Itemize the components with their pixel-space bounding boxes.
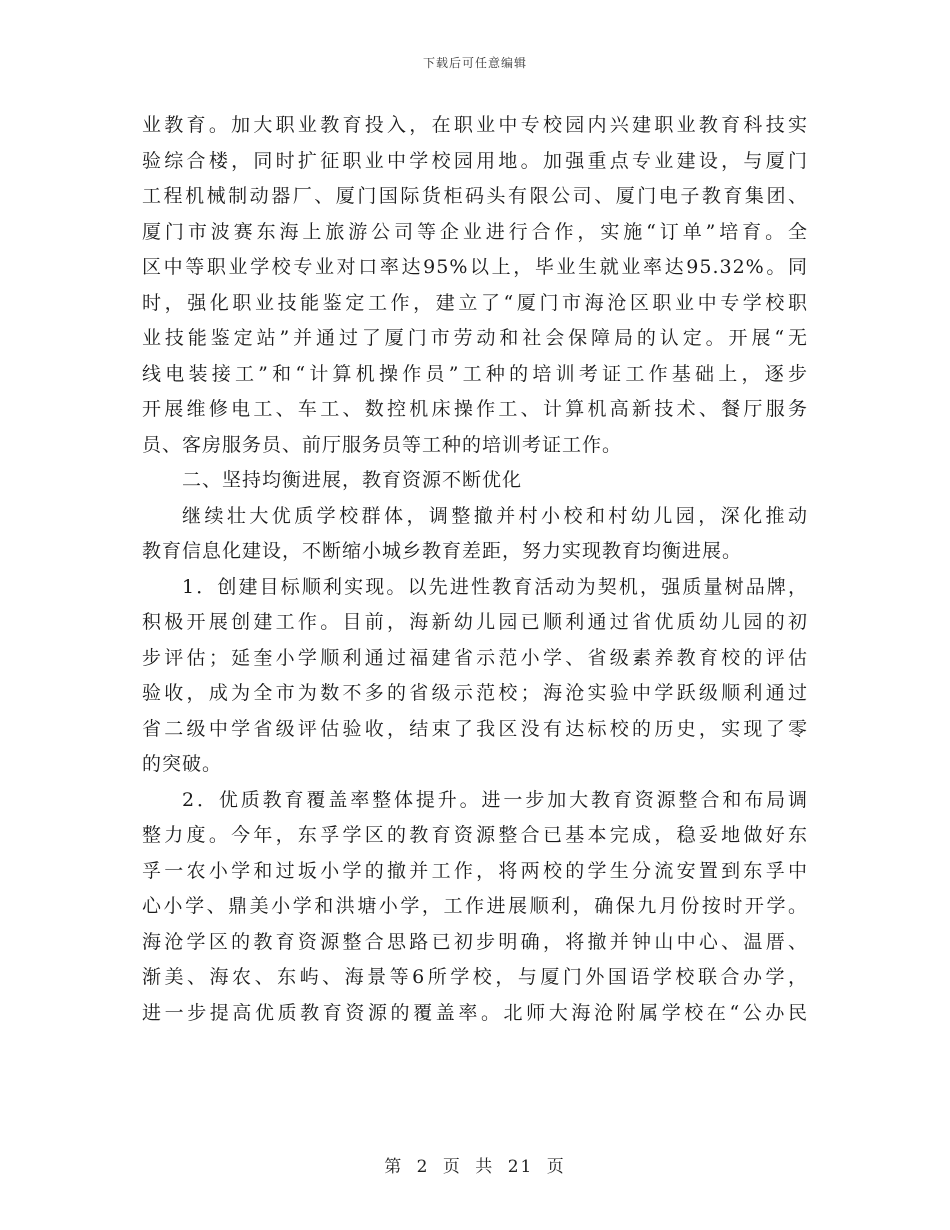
page-footer: 第 2 页 共 21 页 — [384, 1157, 566, 1177]
text-line: 孚一农小学和过坂小学的撤并工作，将两校的学生分流安置到东孚中 — [142, 859, 808, 882]
text-line: 继续壮大优质学校群体，调整撤并村小校和村幼儿园，深化推动 — [182, 504, 808, 527]
text-line: 进一步提高优质教育资源的覆盖率。北师大海沧附属学校在“公办民 — [142, 1001, 808, 1024]
text-line: 业教育。加大职业教育投入，在职业中专校园内兴建职业教育科技实 — [142, 114, 808, 136]
text-line: 教育信息化建设，不断缩小城乡教育差距，努力实现教育均衡进展。 — [142, 540, 743, 562]
text-line: 的突破。 — [142, 753, 223, 775]
text-line: 员、客房服务员、前厅服务员等工种的培训考证工作。 — [142, 433, 623, 456]
text-line: 开展维修电工、车工、数控机床操作工、计算机高新技术、餐厅服务 — [142, 398, 808, 420]
text-line: 二、坚持均衡进展，教育资源不断优化 — [182, 469, 523, 491]
text-line: 1．创建目标顺利实现。以先进性教育活动为契机，强质量树品牌， — [182, 575, 808, 598]
text-line: 积极开展创建工作。目前，海新幼儿园已顺利通过省优质幼儿园的初 — [142, 611, 808, 633]
text-line: 心小学、鼎美小学和洪塘小学，工作进展顺利，确保九月份按时开学。 — [142, 895, 808, 917]
text-line: 整力度。今年，东孚学区的教育资源整合已基本完成，稳妥地做好东 — [142, 824, 808, 846]
text-line: 步评估；延奎小学顺利通过福建省示范小学、省级素养教育校的评估 — [142, 646, 808, 669]
text-line: 线电装接工”和“计算机操作员”工种的培训考证工作基础上，逐步 — [142, 362, 808, 385]
text-line: 厦门市波赛东海上旅游公司等企业进行合作，实施“订单”培育。全 — [142, 220, 808, 243]
page-header: 下载后可任意编辑 — [422, 56, 527, 70]
document-body — [142, 108, 808, 1031]
text-line: 验收，成为全市为数不多的省级示范校；海沧实验中学跃级顺利通过 — [142, 682, 808, 704]
text-line: 海沧学区的教育资源整合思路已初步明确，将撤并钟山中心、温厝、 — [142, 930, 808, 953]
text-line: 时，强化职业技能鉴定工作，建立了“厦门市海沧区职业中专学校职 — [142, 291, 808, 314]
text-line: 渐美、海农、东屿、海景等6所学校，与厦门外国语学校联合办学， — [142, 966, 808, 988]
text-line: 验综合楼，同时扩征职业中学校园用地。加强重点专业建设，与厦门 — [142, 149, 808, 172]
text-line: 2．优质教育覆盖率整体提升。进一步加大教育资源整合和布局调 — [182, 788, 808, 811]
text-line: 工程机械制动器厂、厦门国际货柜码头有限公司、厦门电子教育集团、 — [142, 185, 808, 207]
text-line: 区中等职业学校专业对口率达95%以上，毕业生就业率达95.32%。同 — [142, 256, 808, 278]
text-line: 业技能鉴定站”并通过了厦门市劳动和社会保障局的认定。开展“无 — [142, 327, 808, 349]
text-line: 省二级中学省级评估验收，结束了我区没有达标校的历史，实现了零 — [142, 717, 808, 740]
